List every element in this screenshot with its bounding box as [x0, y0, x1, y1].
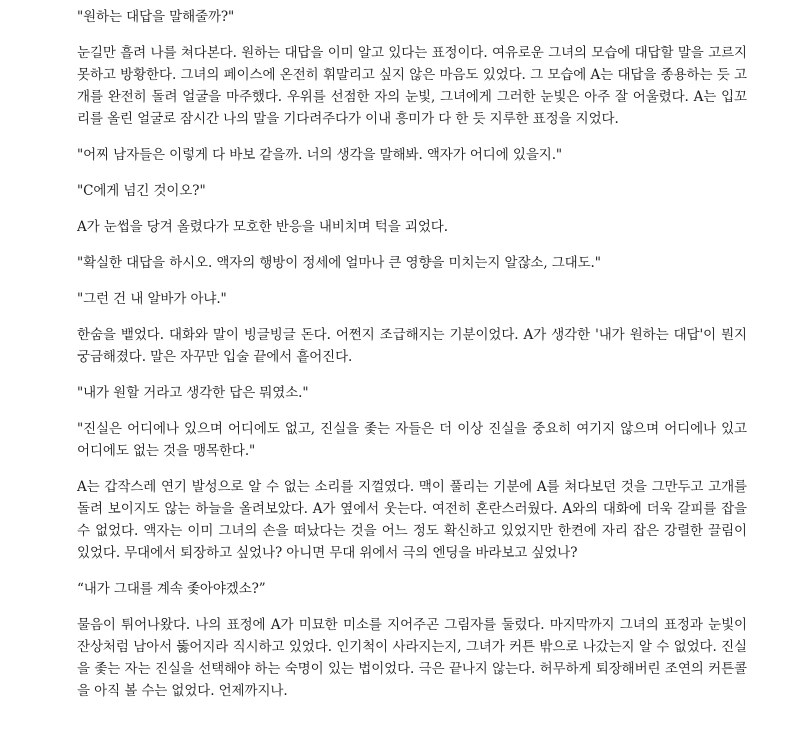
dialogue-line: "원하는 대답을 말해줄까?": [77, 9, 235, 25]
dialogue-line: "어찌 남자들은 이렇게 다 바보 같을까. 너의 생각을 말해봐. 액자가 어디에 있을지.": [77, 147, 563, 163]
narrative-paragraph: 눈길만 흘려 나를 쳐다본다. 원하는 대답을 이미 알고 있다는 표정이다. 여유로운 그녀의 모습에 대답할 말을 고르지 못하고 방황한다. 그녀의 페이스에 온전히 휘말리고 싶지 않은 마음도 있었다. 그 모습에 A는 대답을 종용하는 듯 고개를 완전히 돌려 얼굴을 마주했다. 우위를 선점한 자의 눈빛, 그녀에게 그러한 눈빛은 아주 잘 어울렸다. A는 입꼬리를 올린 얼굴로 잠시간 나의 말을 기다려주다가 이내 흥미가 다 한 듯 지루한 표정을 지었다.: [77, 45, 747, 127]
narrative-paragraph: 한숨을 뱉었다. 대화와 말이 빙글빙글 돈다. 어쩐지 조급해지는 기분이었다. A가 생각한 '내가 원하는 대답'이 뭔지 궁금해졌다. 말은 자꾸만 입술 끝에서 흩어진다.: [77, 327, 747, 365]
narrative-paragraph: A는 갑작스레 연기 발성으로 알 수 없는 소리를 지껄였다. 맥이 풀리는 기분에 A를 쳐다보던 것을 그만두고 고개를 돌려 보이지도 않는 하늘을 올려보았다. A가 옆에서 웃는다. 여전히 혼란스러웠다. A와의 대화에 더욱 갈피를 잡을 수 없었다. 액자는 이미 그녀의 손을 떠났다는 것을 어느 정도 확신하고 있었지만 한켠에 자리 잡은 강렬한 끌림이 있었다. 무대에서 퇴장하고 싶었나? 아니면 무대 위에서 극의 엔딩을 바라보고 싶었나?: [77, 479, 747, 561]
document-body: [77, 6, 747, 716]
dialogue-line: "확실한 대답을 하시오. 액자의 행방이 정세에 얼마나 큰 영향을 미치는지 알잖소, 그대도.": [77, 255, 601, 271]
dialogue-line: "C에게 넘긴 것이오?": [77, 183, 206, 199]
dialogue-line: "내가 원할 거라고 생각한 답은 뭐였소.": [77, 385, 309, 401]
narrative-paragraph: A가 눈썹을 당겨 올렸다가 모호한 반응을 내비치며 턱을 괴었다.: [77, 219, 448, 235]
dialogue-line: “내가 그대를 계속 좇아야겠소?”: [77, 581, 266, 597]
dialogue-line: "그런 건 내 알바가 아냐.": [77, 291, 227, 307]
narrative-paragraph: 물음이 튀어나왔다. 나의 표정에 A가 미묘한 미소를 지어주곤 그림자를 둘렀다. 마지막까지 그녀의 표정과 눈빛이 잔상처럼 남아서 뚫어지라 직시하고 있었다. 인기척이 사라지는지, 그녀가 커튼 밖으로 나갔는지 알 수 없었다. 진실을 좇는 자는 진실을 선택해야 하는 숙명이 있는 법이었다. 극은 끝나지 않는다. 허무하게 퇴장해버린 조연의 커튼콜을 아직 볼 수는 없었다. 언제까지나.: [77, 617, 747, 699]
dialogue-line: "진실은 어디에나 있으며 어디에도 없고, 진실을 좇는 자들은 더 이상 진실을 중요히 여기지 않으며 어디에나 있고 어디에도 없는 것을 맹목한다.": [77, 421, 747, 459]
